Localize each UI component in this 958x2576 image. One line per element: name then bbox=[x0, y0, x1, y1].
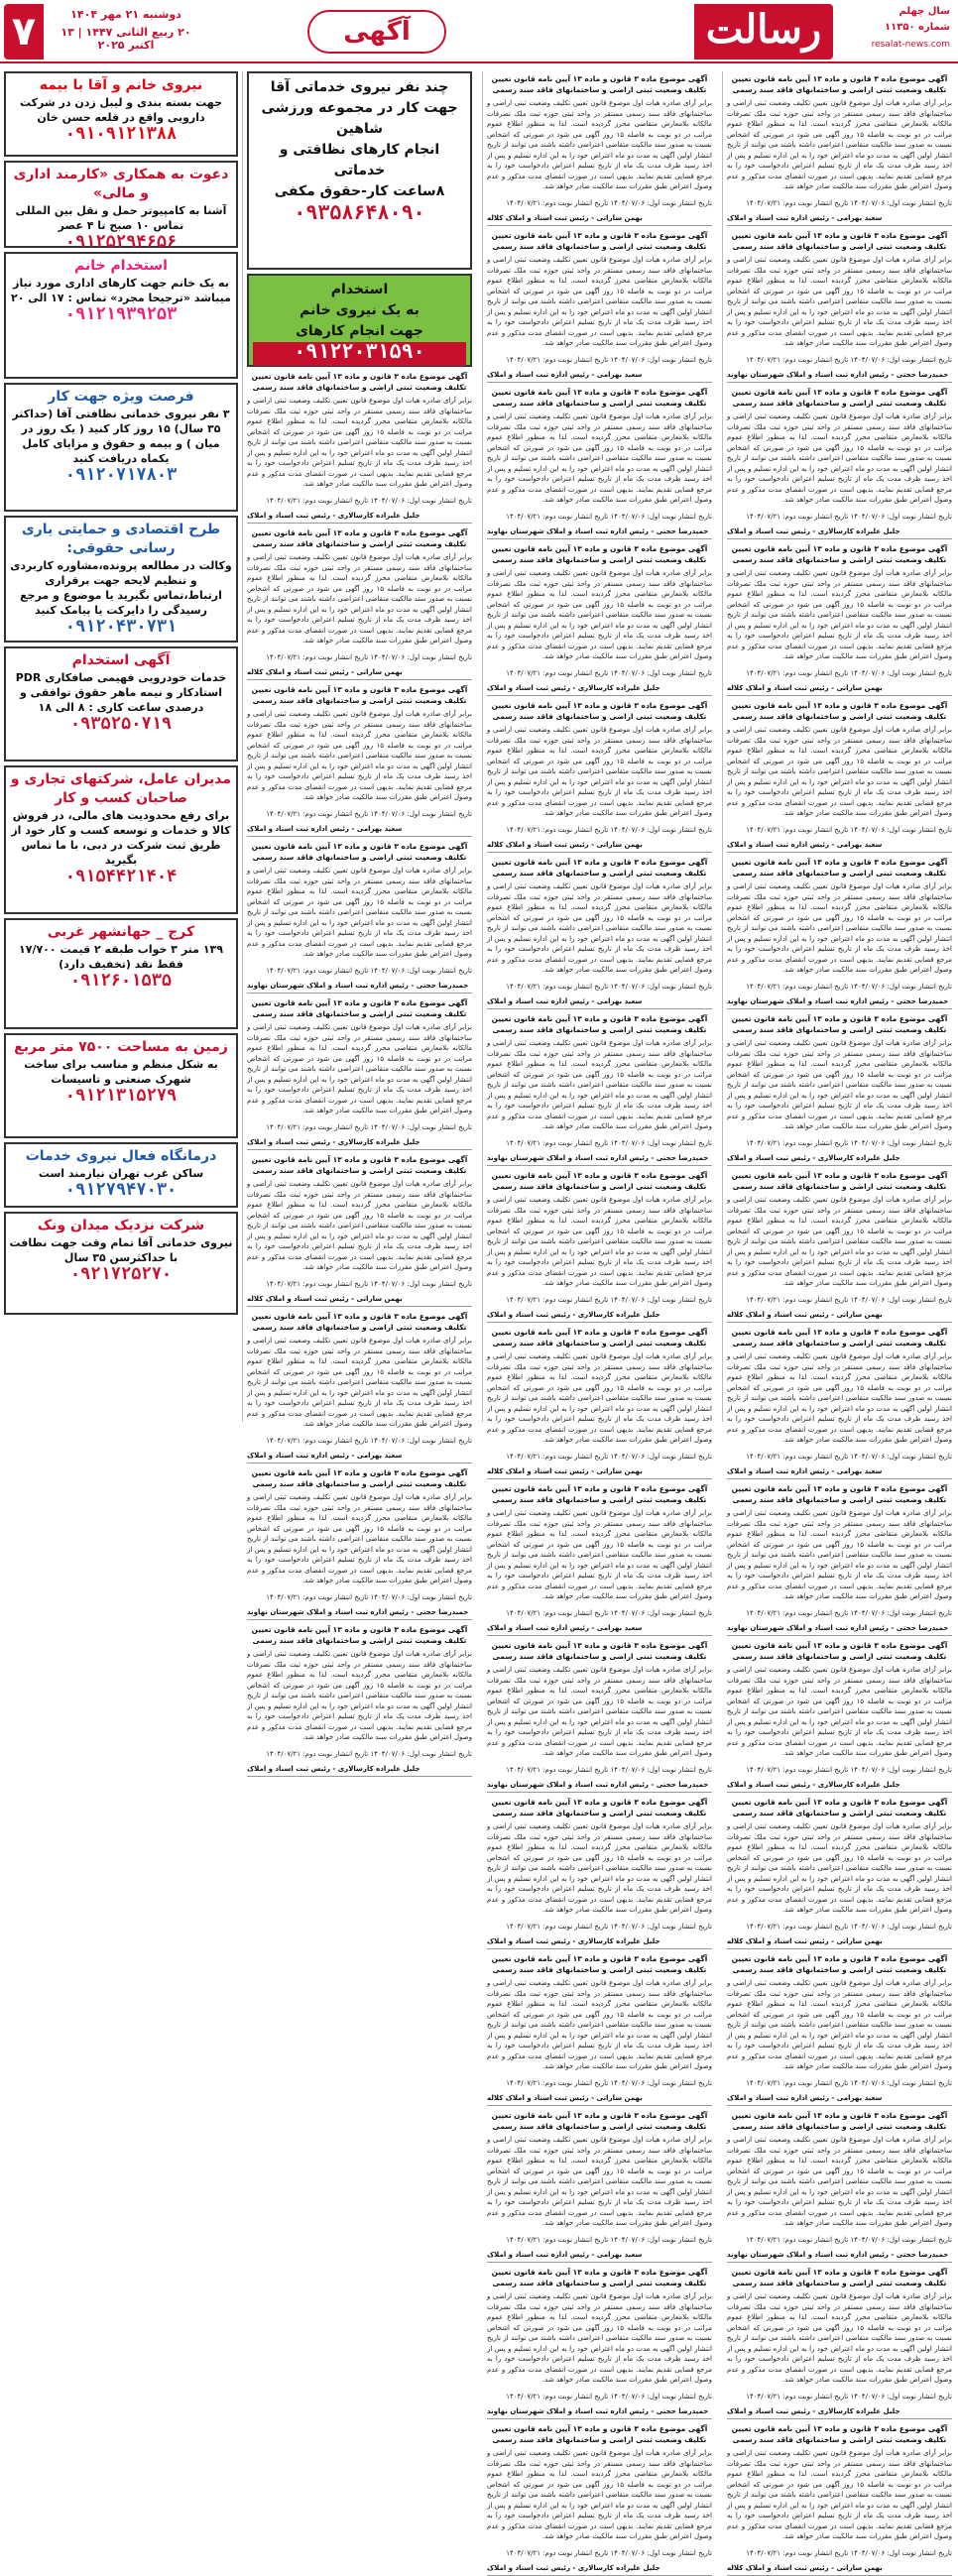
notice-title: آگهی موضوع ماده ۳ قانون و ماده ۱۳ آیین نامه قانون تعیین تکلیف وضعیت ثبتی اراضی و ساختمانهای فاقد سند رسمی bbox=[731, 2268, 948, 2287]
newspaper-logo: رسالت bbox=[694, 4, 833, 59]
notice-dates: تاریخ انتشار نوبت اول: ۱۴۰۴/۰۷/۰۶ تاریخ انتشار نوبت دوم: ۱۴۰۴/۰۷/۲۱ bbox=[506, 1608, 712, 1617]
ad-line: ۸ساعت کار-حقوق مکفی bbox=[274, 183, 445, 199]
date-other: ۲۰ ربیع الثانی ۱۴۴۷ | ۱۳ اکتبر ۲۰۲۵ bbox=[60, 26, 191, 52]
ad-text: ساکن غرب تهران نیازمند است bbox=[38, 1167, 204, 1180]
notice-title: آگهی موضوع ماده ۳ قانون و ماده ۱۳ آیین نامه قانون تعیین تکلیف وضعیت ثبتی اراضی و ساختمانهای فاقد سند رسمی bbox=[731, 701, 948, 721]
notice-body: برابر آرای صادره هیات اول موضوع قانون تعیین تکلیف وضعیت ثبتی اراضی و ساختمانهای فاقد سند رسمی مستقر در واحد ثبتی حوزه ثبت ملک تصرفات مالکانه بلامعارض متقاضی محرز گردیده است. لذا به منظور اطلاع عموم مراتب در دو نوبت به فاصله ۱۵ روز آگهی می شود در صورتی که اشخاص نسبت به صدور سند مالکیت متقاضی اعتراضی داشته باشند می توانند از تاریخ انتشار اولین آگهی به مدت دو ماه اعتراض خود را به این اداره تسلیم و پس از اخذ رسید ظرف مدت یک ماه از تاریخ تسلیم اعتراض دادخواست خود را به مرجع قضایی تقدیم نمایند. بدیهی است در صورت انقضای مدت مذکور و عدم وصول اعتراض طبق مقررات سند مالکیت صادر خواهد شد. bbox=[487, 1979, 712, 2070]
ad-phone: ۰۹۱۲۶۰۱۵۳۵ bbox=[69, 973, 173, 992]
notice-signature: جلیل علیزاده کارسالاری - رئیس ثبت اسناد و املاک bbox=[487, 1311, 712, 1323]
website: resalat-news.com bbox=[871, 40, 950, 50]
notice-title: آگهی موضوع ماده ۳ قانون و ماده ۱۳ آیین نامه قانون تعیین تکلیف وضعیت ثبتی اراضی و ساختمانهای فاقد سند رسمی bbox=[731, 231, 948, 251]
notice-signature: جلیل علیزاده کارسالاری - رئیس ثبت اسناد و املاک bbox=[487, 684, 712, 696]
notice-body: برابر آرای صادره هیات اول موضوع قانون تعیین تکلیف وضعیت ثبتی اراضی و ساختمانهای فاقد سند رسمی مستقر در واحد ثبتی حوزه ثبت ملک تصرفات مالکانه بلامعارض متقاضی محرز گردیده است. لذا به منظور اطلاع عموم مراتب در دو نوبت به فاصله ۱۵ روز آگهی می شود در صورتی که اشخاص نسبت به صدور سند مالکیت متقاضی اعتراضی داشته باشند می توانند از تاریخ انتشار اولین آگهی به مدت دو ماه اعتراض خود را به این اداره تسلیم و پس از اخذ رسید ظرف مدت یک ماه از تاریخ تسلیم اعتراض دادخواست خود را به مرجع قضایی تقدیم نمایند. بدیهی است در صورت انقضای مدت مذکور و عدم وصول اعتراض طبق مقررات سند مالکیت صادر خواهد شد. bbox=[727, 1979, 952, 2070]
classified-ads-column bbox=[4, 71, 238, 1422]
notice-body: برابر آرای صادره هیات اول موضوع قانون تعیین تکلیف وضعیت ثبتی اراضی و ساختمانهای فاقد سند رسمی مستقر در واحد ثبتی حوزه ثبت ملک تصرفات مالکانه بلامعارض متقاضی محرز گردیده است. لذا به منظور اطلاع عموم مراتب در دو نوبت به فاصله ۱۵ روز آگهی می شود در صورتی که اشخاص نسبت به صدور سند مالکیت متقاضی اعتراضی داشته باشند می توانند از تاریخ انتشار اولین آگهی به مدت دو ماه اعتراض خود را به این اداره تسلیم و پس از اخذ رسید ظرف مدت یک ماه از تاریخ تسلیم اعتراض دادخواست خود را به مرجع قضایی تقدیم نمایند. بدیهی است در صورت انقضای مدت مذکور و عدم وصول اعتراض طبق مقررات سند مالکیت صادر خواهد شد. bbox=[247, 1337, 472, 1428]
ad-title: آگهی استخدام bbox=[71, 652, 171, 668]
ad-phone: ۰۹۱۲۰۷۱۷۸۰۳ bbox=[64, 467, 178, 486]
notice-signature: سعید بهرامی - رئیس اداره ثبت اسناد و املاک bbox=[727, 1467, 952, 1479]
notice-title: آگهی موضوع ماده ۳ قانون و ماده ۱۳ آیین نامه قانون تعیین تکلیف وضعیت ثبتی اراضی و ساختمانهای فاقد سند رسمی bbox=[491, 701, 708, 721]
notice-title: آگهی موضوع ماده ۳ قانون و ماده ۱۳ آیین نامه قانون تعیین تکلیف وضعیت ثبتی اراضی و ساختمانهای فاقد سند رسمی bbox=[251, 372, 468, 392]
notice-body: برابر آرای صادره هیات اول موضوع قانون تعیین تکلیف وضعیت ثبتی اراضی و ساختمانهای فاقد سند رسمی مستقر در واحد ثبتی حوزه ثبت ملک تصرفات مالکانه بلامعارض متقاضی محرز گردیده است. لذا به منظور اطلاع عموم مراتب در دو نوبت به فاصله ۱۵ روز آگهی می شود در صورتی که اشخاص نسبت به صدور سند مالکیت متقاضی اعتراضی داشته باشند می توانند از تاریخ انتشار اولین آگهی به مدت دو ماه اعتراض خود را به این اداره تسلیم و پس از اخذ رسید ظرف مدت یک ماه از تاریخ تسلیم اعتراض دادخواست خود را به مرجع قضایی تقدیم نمایند. بدیهی است در صورت انقضای مدت مذکور و عدم وصول اعتراض طبق مقررات سند مالکیت صادر خواهد شد. bbox=[487, 726, 712, 817]
ad-line: استخدام bbox=[330, 282, 389, 297]
notice-body: برابر آرای صادره هیات اول موضوع قانون تعیین تکلیف وضعیت ثبتی اراضی و ساختمانهای فاقد سند رسمی مستقر در واحد ثبتی حوزه ثبت ملک تصرفات مالکانه بلامعارض متقاضی محرز گردیده است. لذا به منظور اطلاع عموم مراتب در دو نوبت به فاصله ۱۵ روز آگهی می شود در صورتی که اشخاص نسبت به صدور سند مالکیت متقاضی اعتراضی داشته باشند می توانند از تاریخ انتشار اولین آگهی به مدت دو ماه اعتراض خود را به این اداره تسلیم و پس از اخذ رسید ظرف مدت یک ماه از تاریخ تسلیم اعتراض دادخواست خود را به مرجع قضایی تقدیم نمایند. بدیهی است در صورت انقضای مدت مذکور و عدم وصول اعتراض طبق مقررات سند مالکیت صادر خواهد شد. bbox=[727, 1352, 952, 1444]
notice-dates: تاریخ انتشار نوبت اول: ۱۴۰۴/۰۷/۰۶ تاریخ انتشار نوبت دوم: ۱۴۰۴/۰۷/۲۱ bbox=[266, 966, 472, 975]
notice-title: آگهی موضوع ماده ۳ قانون و ماده ۱۳ آیین نامه قانون تعیین تکلیف وضعیت ثبتی اراضی و ساختمانهای فاقد سند رسمی bbox=[491, 231, 708, 251]
notice-dates: تاریخ انتشار نوبت اول: ۱۴۰۴/۰۷/۰۶ تاریخ انتشار نوبت دوم: ۱۴۰۴/۰۷/۲۱ bbox=[506, 825, 712, 834]
legal-column-2 bbox=[482, 71, 716, 2572]
notice-signature: جلیل علیزاده کارسالاری - رئیس ثبت اسناد و املاک bbox=[727, 2407, 952, 2419]
notice-dates: تاریخ انتشار نوبت اول: ۱۴۰۴/۰۷/۰۶ تاریخ انتشار نوبت دوم: ۱۴۰۴/۰۷/۲۱ bbox=[746, 1452, 952, 1461]
ad-title: کرج _ جهانشهر غربی bbox=[47, 924, 195, 940]
notice-body: برابر آرای صادره هیات اول موضوع قانون تعیین تکلیف وضعیت ثبتی اراضی و ساختمانهای فاقد سند رسمی مستقر در واحد ثبتی حوزه ثبت ملک تصرفات مالکانه بلامعارض متقاضی محرز گردیده است. لذا به منظور اطلاع عموم مراتب در دو نوبت به فاصله ۱۵ روز آگهی می شود در صورتی که اشخاص نسبت به صدور سند مالکیت متقاضی اعتراضی داشته باشند می توانند از تاریخ انتشار اولین آگهی به مدت دو ماه اعتراض خود را به این اداره تسلیم و پس از اخذ رسید ظرف مدت یک ماه از تاریخ تسلیم اعتراض دادخواست خود را به مرجع قضایی تقدیم نمایند. بدیهی است در صورت انقضای مدت مذکور و عدم وصول اعتراض طبق مقررات سند مالکیت صادر خواهد شد. bbox=[247, 710, 472, 801]
notice-dates: تاریخ انتشار نوبت اول: ۱۴۰۴/۰۷/۰۶ تاریخ انتشار نوبت دوم: ۱۴۰۴/۰۷/۲۱ bbox=[746, 2235, 952, 2244]
notice-signature: سعید بهرامی - رئیس اداره ثبت اسناد و املاک bbox=[247, 1452, 472, 1464]
notice-title: آگهی موضوع ماده ۳ قانون و ماده ۱۳ آیین نامه قانون تعیین تکلیف وضعیت ثبتی اراضی و ساختمانهای فاقد سند رسمی bbox=[731, 1171, 948, 1191]
ad-title: فرصت ویژه جهت کار bbox=[48, 389, 194, 405]
notice-signature: حمیدرضا حجتی - رئیس اداره ثبت اسناد و املاک شهرستان نهاوند bbox=[727, 1624, 952, 1636]
ad-text: برای رفع محدودیت های مالی، در فروش کالا و خدمات و توسعه کسب و کار خود از طریق ثبت شرکت در دبی، با ما تماس بگیرید bbox=[11, 809, 231, 867]
notice-signature: حمیدرضا حجتی - رئیس اداره ثبت اسناد و املاک شهرستان نهاوند bbox=[727, 2251, 952, 2263]
notice-signature: حمیدرضا حجتی - رئیس اداره ثبت اسناد و املاک شهرستان نهاوند bbox=[487, 527, 712, 539]
notice-signature: سعید بهرامی - رئیس اداره ثبت اسناد و املاک bbox=[487, 997, 712, 1009]
notice-dates: تاریخ انتشار نوبت اول: ۱۴۰۴/۰۷/۰۶ تاریخ انتشار نوبت دوم: ۱۴۰۴/۰۷/۲۱ bbox=[506, 982, 712, 991]
notice-body: برابر آرای صادره هیات اول موضوع قانون تعیین تکلیف وضعیت ثبتی اراضی و ساختمانهای فاقد سند رسمی مستقر در واحد ثبتی حوزه ثبت ملک تصرفات مالکانه بلامعارض متقاضی محرز گردیده است. لذا به منظور اطلاع عموم مراتب در دو نوبت به فاصله ۱۵ روز آگهی می شود در صورتی که اشخاص نسبت به صدور سند مالکیت متقاضی اعتراضی داشته باشند می توانند از تاریخ انتشار اولین آگهی به مدت دو ماه اعتراض خود را به این اداره تسلیم و پس از اخذ رسید ظرف مدت یک ماه از تاریخ تسلیم اعتراض دادخواست خود را به مرجع قضایی تقدیم نمایند. بدیهی است در صورت انقضای مدت مذکور و عدم وصول اعتراض طبق مقررات سند مالکیت صادر خواهد شد. bbox=[247, 1493, 472, 1584]
legal-notices bbox=[247, 371, 472, 1777]
date-persian: دوشنبه ۲۱ مهر ۱۴۰۴ bbox=[70, 8, 181, 21]
notice-body: برابر آرای صادره هیات اول موضوع قانون تعیین تکلیف وضعیت ثبتی اراضی و ساختمانهای فاقد سند رسمی مستقر در واحد ثبتی حوزه ثبت ملک تصرفات مالکانه بلامعارض متقاضی محرز گردیده است. لذا به منظور اطلاع عموم مراتب در دو نوبت به فاصله ۱۵ روز آگهی می شود در صورتی که اشخاص نسبت به صدور سند مالکیت متقاضی اعتراضی داشته باشند می توانند از تاریخ انتشار اولین آگهی به مدت دو ماه اعتراض خود را به این اداره تسلیم و پس از اخذ رسید ظرف مدت یک ماه از تاریخ تسلیم اعتراض دادخواست خود را به مرجع قضایی تقدیم نمایند. بدیهی است در صورت انقضای مدت مذکور و عدم وصول اعتراض طبق مقررات سند مالکیت صادر خواهد شد. bbox=[247, 1650, 472, 1741]
notice-dates: تاریخ انتشار نوبت اول: ۱۴۰۴/۰۷/۰۶ تاریخ انتشار نوبت دوم: ۱۴۰۴/۰۷/۲۱ bbox=[266, 1749, 472, 1758]
notice-title: آگهی موضوع ماده ۳ قانون و ماده ۱۳ آیین نامه قانون تعیین تکلیف وضعیت ثبتی اراضی و ساختمانهای فاقد سند رسمی bbox=[731, 1798, 948, 1817]
notice-signature: سعید بهرامی - رئیس اداره ثبت اسناد و املاک bbox=[487, 2251, 712, 2263]
ad-title: نیروی خانم و آقا با بیمه bbox=[39, 77, 203, 93]
notice-title: آگهی موضوع ماده ۳ قانون و ماده ۱۳ آیین نامه قانون تعیین تکلیف وضعیت ثبتی اراضی و ساختمانهای فاقد سند رسمی bbox=[491, 544, 708, 564]
notice-dates: تاریخ انتشار نوبت اول: ۱۴۰۴/۰۷/۰۶ تاریخ انتشار نوبت دوم: ۱۴۰۴/۰۷/۲۱ bbox=[266, 496, 472, 505]
notice-dates: تاریخ انتشار نوبت اول: ۱۴۰۴/۰۷/۰۶ تاریخ انتشار نوبت دوم: ۱۴۰۴/۰۷/۲۱ bbox=[506, 512, 712, 521]
notice-title: آگهی موضوع ماده ۳ قانون و ماده ۱۳ آیین نامه قانون تعیین تکلیف وضعیت ثبتی اراضی و ساختمانهای فاقد سند رسمی bbox=[491, 1171, 708, 1191]
notice-title: آگهی موضوع ماده ۳ قانون و ماده ۱۳ آیین نامه قانون تعیین تکلیف وضعیت ثبتی اراضی و ساختمانهای فاقد سند رسمی bbox=[251, 998, 468, 1018]
classified-ad bbox=[4, 646, 238, 761]
notice-dates: تاریخ انتشار نوبت اول: ۱۴۰۴/۰۷/۰۶ تاریخ انتشار نوبت دوم: ۱۴۰۴/۰۷/۲۱ bbox=[506, 1765, 712, 1774]
masthead bbox=[0, 0, 958, 63]
ad-line: چند نفر نیروی خدماتی آقا bbox=[270, 79, 449, 95]
classified-ad bbox=[4, 516, 238, 643]
classified-ad bbox=[4, 1212, 238, 1315]
notice-body: برابر آرای صادره هیات اول موضوع قانون تعیین تکلیف وضعیت ثبتی اراضی و ساختمانهای فاقد سند رسمی مستقر در واحد ثبتی حوزه ثبت ملک تصرفات مالکانه بلامعارض متقاضی محرز گردیده است. لذا به منظور اطلاع عموم مراتب در دو نوبت به فاصله ۱۵ روز آگهی می شود در صورتی که اشخاص نسبت به صدور سند مالکیت متقاضی اعتراضی داشته باشند می توانند از تاریخ انتشار اولین آگهی به مدت دو ماه اعتراض خود را به این اداره تسلیم و پس از اخذ رسید ظرف مدت یک ماه از تاریخ تسلیم اعتراض دادخواست خود را به مرجع قضایی تقدیم نمایند. بدیهی است در صورت انقضای مدت مذکور و عدم وصول اعتراض طبق مقررات سند مالکیت صادر خواهد شد. bbox=[727, 2136, 952, 2227]
notice-dates: تاریخ انتشار نوبت اول: ۱۴۰۴/۰۷/۰۶ تاریخ انتشار نوبت دوم: ۱۴۰۴/۰۷/۲۱ bbox=[506, 1138, 712, 1147]
notice-title: آگهی موضوع ماده ۳ قانون و ماده ۱۳ آیین نامه قانون تعیین تکلیف وضعیت ثبتی اراضی و ساختمانهای فاقد سند رسمی bbox=[731, 544, 948, 564]
notice-title: آگهی موضوع ماده ۳ قانون و ماده ۱۳ آیین نامه قانون تعیین تکلیف وضعیت ثبتی اراضی و ساختمانهای فاقد سند رسمی bbox=[251, 842, 468, 862]
ad-title: دعوت به همکاری «کارمند اداری و مالی» bbox=[13, 167, 229, 201]
notice-title: آگهی موضوع ماده ۳ قانون و ماده ۱۳ آیین نامه قانون تعیین تکلیف وضعیت ثبتی اراضی و ساختمانهای فاقد سند رسمی bbox=[251, 1155, 468, 1175]
notice-dates: تاریخ انتشار نوبت اول: ۱۴۰۴/۰۷/۰۶ تاریخ انتشار نوبت دوم: ۱۴۰۴/۰۷/۲۱ bbox=[746, 1922, 952, 1931]
ad-phone: ۰۹۳۵۲۵۰۷۱۹ bbox=[69, 716, 173, 735]
notice-dates: تاریخ انتشار نوبت اول: ۱۴۰۴/۰۷/۰۶ تاریخ انتشار نوبت دوم: ۱۴۰۴/۰۷/۲۱ bbox=[746, 2392, 952, 2400]
notice-dates: تاریخ انتشار نوبت اول: ۱۴۰۴/۰۷/۰۶ تاریخ انتشار نوبت دوم: ۱۴۰۴/۰۷/۲۱ bbox=[506, 2235, 712, 2244]
notice-title: آگهی موضوع ماده ۳ قانون و ماده ۱۳ آیین نامه قانون تعیین تکلیف وضعیت ثبتی اراضی و ساختمانهای فاقد سند رسمی bbox=[491, 1484, 708, 1504]
notice-signature: جلیل علیزاده کارسالاری - رئیس ثبت اسناد و املاک bbox=[727, 527, 952, 539]
ad-phone: ۰۹۱۲۵۲۹۴۶۵۶ bbox=[64, 234, 178, 253]
notice-dates: تاریخ انتشار نوبت اول: ۱۴۰۴/۰۷/۰۶ تاریخ انتشار نوبت دوم: ۱۴۰۴/۰۷/۲۱ bbox=[746, 1295, 952, 1304]
notice-body: برابر آرای صادره هیات اول موضوع قانون تعیین تکلیف وضعیت ثبتی اراضی و ساختمانهای فاقد سند رسمی مستقر در واحد ثبتی حوزه ثبت ملک تصرفات مالکانه بلامعارض متقاضی محرز گردیده است. لذا به منظور اطلاع عموم مراتب در دو نوبت به فاصله ۱۵ روز آگهی می شود در صورتی که اشخاص نسبت به صدور سند مالکیت متقاضی اعتراضی داشته باشند می توانند از تاریخ انتشار اولین آگهی به مدت دو ماه اعتراض خود را به این اداره تسلیم و پس از اخذ رسید ظرف مدت یک ماه از تاریخ تسلیم اعتراض دادخواست خود را به مرجع قضایی تقدیم نمایند. بدیهی است در صورت انقضای مدت مذکور و عدم وصول اعتراض طبق مقررات سند مالکیت صادر خواهد شد. bbox=[727, 412, 952, 504]
notice-title: آگهی موضوع ماده ۳ قانون و ماده ۱۳ آیین نامه قانون تعیین تکلیف وضعیت ثبتی اراضی و ساختمانهای فاقد سند رسمی bbox=[491, 1641, 708, 1661]
notice-body: برابر آرای صادره هیات اول موضوع قانون تعیین تکلیف وضعیت ثبتی اراضی و ساختمانهای فاقد سند رسمی مستقر در واحد ثبتی حوزه ثبت ملک تصرفات مالکانه بلامعارض متقاضی محرز گردیده است. لذا به منظور اطلاع عموم مراتب در دو نوبت به فاصله ۱۵ روز آگهی می شود در صورتی که اشخاص نسبت به صدور سند مالکیت متقاضی اعتراضی داشته باشند می توانند از تاریخ انتشار اولین آگهی به مدت دو ماه اعتراض خود را به این اداره تسلیم و پس از اخذ رسید ظرف مدت یک ماه از تاریخ تسلیم اعتراض دادخواست خود را به مرجع قضایی تقدیم نمایند. بدیهی است در صورت انقضای مدت مذکور و عدم وصول اعتراض طبق مقررات سند مالکیت صادر خواهد شد. bbox=[487, 1666, 712, 1757]
notice-signature: سعید بهرامی - رئیس اداره ثبت اسناد و املاک bbox=[247, 825, 472, 837]
ad-phone: ۰۹۳۵۸۶۴۸۰۹۰ bbox=[294, 203, 425, 226]
notice-body: برابر آرای صادره هیات اول موضوع قانون تعیین تکلیف وضعیت ثبتی اراضی و ساختمانهای فاقد سند رسمی مستقر در واحد ثبتی حوزه ثبت ملک تصرفات مالکانه بلامعارض متقاضی محرز گردیده است. لذا به منظور اطلاع عموم مراتب در دو نوبت به فاصله ۱۵ روز آگهی می شود در صورتی که اشخاص نسبت به صدور سند مالکیت متقاضی اعتراضی داشته باشند می توانند از تاریخ انتشار اولین آگهی به مدت دو ماه اعتراض خود را به این اداره تسلیم و پس از اخذ رسید ظرف مدت یک ماه از تاریخ تسلیم اعتراض دادخواست خود را به مرجع قضایی تقدیم نمایند. بدیهی است در صورت انقضای مدت مذکور و عدم وصول اعتراض طبق مقررات سند مالکیت صادر خواهد شد. bbox=[727, 2292, 952, 2384]
notice-body: برابر آرای صادره هیات اول موضوع قانون تعیین تکلیف وضعیت ثبتی اراضی و ساختمانهای فاقد سند رسمی مستقر در واحد ثبتی حوزه ثبت ملک تصرفات مالکانه بلامعارض متقاضی محرز گردیده است. لذا به منظور اطلاع عموم مراتب در دو نوبت به فاصله ۱۵ روز آگهی می شود در صورتی که اشخاص نسبت به صدور سند مالکیت متقاضی اعتراضی داشته باشند می توانند از تاریخ انتشار اولین آگهی به مدت دو ماه اعتراض خود را به این اداره تسلیم و پس از اخذ رسید ظرف مدت یک ماه از تاریخ تسلیم اعتراض دادخواست خود را به مرجع قضایی تقدیم نمایند. بدیهی است در صورت انقضای مدت مذکور و عدم وصول اعتراض طبق مقررات سند مالکیت صادر خواهد شد. bbox=[487, 1822, 712, 1914]
classified-ad bbox=[4, 252, 238, 379]
notice-title: آگهی موضوع ماده ۳ قانون و ماده ۱۳ آیین نامه قانون تعیین تکلیف وضعیت ثبتی اراضی و ساختمانهای فاقد سند رسمی bbox=[491, 2268, 708, 2287]
notice-title: آگهی موضوع ماده ۳ قانون و ماده ۱۳ آیین نامه قانون تعیین تکلیف وضعیت ثبتی اراضی و ساختمانهای فاقد سند رسمی bbox=[731, 1014, 948, 1034]
notice-title: آگهی موضوع ماده ۳ قانون و ماده ۱۳ آیین نامه قانون تعیین تکلیف وضعیت ثبتی اراضی و ساختمانهای فاقد سند رسمی bbox=[731, 1328, 948, 1347]
notice-title: آگهی موضوع ماده ۳ قانون و ماده ۱۳ آیین نامه قانون تعیین تکلیف وضعیت ثبتی اراضی و ساختمانهای فاقد سند رسمی bbox=[251, 1312, 468, 1332]
notice-body: برابر آرای صادره هیات اول موضوع قانون تعیین تکلیف وضعیت ثبتی اراضی و ساختمانهای فاقد سند رسمی مستقر در واحد ثبتی حوزه ثبت ملک تصرفات مالکانه بلامعارض متقاضی محرز گردیده است. لذا به منظور اطلاع عموم مراتب در دو نوبت به فاصله ۱۵ روز آگهی می شود در صورتی که اشخاص نسبت به صدور سند مالکیت متقاضی اعتراضی داشته باشند می توانند از تاریخ انتشار اولین آگهی به مدت دو ماه اعتراض خود را به این اداره تسلیم و پس از اخذ رسید ظرف مدت یک ماه از تاریخ تسلیم اعتراض دادخواست خود را به مرجع قضایی تقدیم نمایند. بدیهی است در صورت انقضای مدت مذکور و عدم وصول اعتراض طبق مقررات سند مالکیت صادر خواهد شد. bbox=[727, 1666, 952, 1757]
notice-title: آگهی موضوع ماده ۳ قانون و ماده ۱۳ آیین نامه قانون تعیین تکلیف وضعیت ثبتی اراضی و ساختمانهای فاقد سند رسمی bbox=[731, 1484, 948, 1504]
notice-body: برابر آرای صادره هیات اول موضوع قانون تعیین تکلیف وضعیت ثبتی اراضی و ساختمانهای فاقد سند رسمی مستقر در واحد ثبتی حوزه ثبت ملک تصرفات مالکانه بلامعارض متقاضی محرز گردیده است. لذا به منظور اطلاع عموم مراتب در دو نوبت به فاصله ۱۵ روز آگهی می شود در صورتی که اشخاص نسبت به صدور سند مالکیت متقاضی اعتراضی داشته باشند می توانند از تاریخ انتشار اولین آگهی به مدت دو ماه اعتراض خود را به این اداره تسلیم و پس از اخذ رسید ظرف مدت یک ماه از تاریخ تسلیم اعتراض دادخواست خود را به مرجع قضایی تقدیم نمایند. بدیهی است در صورت انقضای مدت مذکور و عدم وصول اعتراض طبق مقررات سند مالکیت صادر خواهد شد. bbox=[487, 1039, 712, 1130]
notice-title: آگهی موضوع ماده ۳ قانون و ماده ۱۳ آیین نامه قانون تعیین تکلیف وضعیت ثبتی اراضی و ساختمانهای فاقد سند رسمی bbox=[731, 1641, 948, 1661]
legal-notices bbox=[727, 73, 952, 2576]
notice-body: برابر آرای صادره هیات اول موضوع قانون تعیین تکلیف وضعیت ثبتی اراضی و ساختمانهای فاقد سند رسمی مستقر در واحد ثبتی حوزه ثبت ملک تصرفات مالکانه بلامعارض متقاضی محرز گردیده است. لذا به منظور اطلاع عموم مراتب در دو نوبت به فاصله ۱۵ روز آگهی می شود در صورتی که اشخاص نسبت به صدور سند مالکیت متقاضی اعتراضی داشته باشند می توانند از تاریخ انتشار اولین آگهی به مدت دو ماه اعتراض خود را به این اداره تسلیم و پس از اخذ رسید ظرف مدت یک ماه از تاریخ تسلیم اعتراض دادخواست خود را به مرجع قضایی تقدیم نمایند. بدیهی است در صورت انقضای مدت مذکور و عدم وصول اعتراض طبق مقررات سند مالکیت صادر خواهد شد. bbox=[487, 569, 712, 660]
notice-dates: تاریخ انتشار نوبت اول: ۱۴۰۴/۰۷/۰۶ تاریخ انتشار نوبت دوم: ۱۴۰۴/۰۷/۲۱ bbox=[746, 2078, 952, 2087]
notice-signature: بهمن ساراتی - رئیس ثبت اسناد و املاک کلاله bbox=[727, 1937, 952, 1949]
notice-title: آگهی موضوع ماده ۳ قانون و ماده ۱۳ آیین نامه قانون تعیین تکلیف وضعیت ثبتی اراضی و ساختمانهای فاقد سند رسمی bbox=[251, 1625, 468, 1645]
notice-signature: سعید بهرامی - رئیس اداره ثبت اسناد و املاک bbox=[727, 214, 952, 226]
ad-text: نیروی خدماتی آقا تمام وقت جهت نظافت با حداکثرسن ۳۵ سال bbox=[9, 1236, 233, 1264]
ad-service-staff bbox=[247, 71, 472, 270]
ad-text: ۱۳۹ متر ۳ خواب طبقه ۲ قیمت ۱۷/۷۰۰ فقط نقد (تخفیف دارد) bbox=[19, 943, 223, 971]
notice-dates: تاریخ انتشار نوبت اول: ۱۴۰۴/۰۷/۰۶ تاریخ انتشار نوبت دوم: ۱۴۰۴/۰۷/۲۱ bbox=[266, 1436, 472, 1445]
notice-title: آگهی موضوع ماده ۳ قانون و ماده ۱۳ آیین نامه قانون تعیین تکلیف وضعیت ثبتی اراضی و ساختمانهای فاقد سند رسمی bbox=[731, 858, 948, 878]
notice-dates: تاریخ انتشار نوبت اول: ۱۴۰۴/۰۷/۰۶ تاریخ انتشار نوبت دوم: ۱۴۰۴/۰۷/۲۱ bbox=[746, 668, 952, 677]
ad-elderly-care bbox=[247, 274, 472, 367]
ad-phone: ۰۹۱۲۰۴۳۰۷۳۱ bbox=[64, 619, 178, 638]
notice-signature: حمیدرضا حجتی - رئیس اداره ثبت اسناد و املاک شهرستان نهاوند bbox=[727, 371, 952, 383]
notice-body: برابر آرای صادره هیات اول موضوع قانون تعیین تکلیف وضعیت ثبتی اراضی و ساختمانهای فاقد سند رسمی مستقر در واحد ثبتی حوزه ثبت ملک تصرفات مالکانه بلامعارض متقاضی محرز گردیده است. لذا به منظور اطلاع عموم مراتب در دو نوبت به فاصله ۱۵ روز آگهی می شود در صورتی که اشخاص نسبت به صدور سند مالکیت متقاضی اعتراضی داشته باشند می توانند از تاریخ انتشار اولین آگهی به مدت دو ماه اعتراض خود را به این اداره تسلیم و پس از اخذ رسید ظرف مدت یک ماه از تاریخ تسلیم اعتراض دادخواست خود را به مرجع قضایی تقدیم نمایند. بدیهی است در صورت انقضای مدت مذکور و عدم وصول اعتراض طبق مقررات سند مالکیت صادر خواهد شد. bbox=[727, 2449, 952, 2540]
notice-signature: حمیدرضا حجتی - رئیس اداره ثبت اسناد و املاک شهرستان نهاوند bbox=[487, 1781, 712, 1793]
notice-dates: تاریخ انتشار نوبت اول: ۱۴۰۴/۰۷/۰۶ تاریخ انتشار نوبت دوم: ۱۴۰۴/۰۷/۲۱ bbox=[746, 1138, 952, 1147]
issue-number: شماره ۱۱۳۵۰ bbox=[885, 22, 950, 33]
ad-text: آشنا به کامپیوتر حمل و نقل بین المللی تماس ۱۰ صبح تا ۴ عصر bbox=[15, 204, 227, 232]
notice-body: برابر آرای صادره هیات اول موضوع قانون تعیین تکلیف وضعیت ثبتی اراضی و ساختمانهای فاقد سند رسمی مستقر در واحد ثبتی حوزه ثبت ملک تصرفات مالکانه بلامعارض متقاضی محرز گردیده است. لذا به منظور اطلاع عموم مراتب در دو نوبت به فاصله ۱۵ روز آگهی می شود در صورتی که اشخاص نسبت به صدور سند مالکیت متقاضی اعتراضی داشته باشند می توانند از تاریخ انتشار اولین آگهی به مدت دو ماه اعتراض خود را به این اداره تسلیم و پس از اخذ رسید ظرف مدت یک ماه از تاریخ تسلیم اعتراض دادخواست خود را به مرجع قضایی تقدیم نمایند. بدیهی است در صورت انقضای مدت مذکور و عدم وصول اعتراض طبق مقررات سند مالکیت صادر خواهد شد. bbox=[247, 1023, 472, 1114]
notice-signature: حمیدرضا حجتی - رئیس اداره ثبت اسناد و املاک شهرستان نهاوند bbox=[487, 2407, 712, 2419]
notice-signature: جلیل علیزاده کارسالاری - رئیس ثبت اسناد و املاک bbox=[247, 1765, 472, 1777]
notice-signature: حمیدرضا حجتی - رئیس اداره ثبت اسناد و املاک شهرستان نهاوند bbox=[247, 1608, 472, 1620]
ad-title: زمین به مساحت ۷۵۰۰ متر مربع bbox=[14, 1039, 228, 1055]
classified-ad bbox=[4, 71, 238, 157]
notice-dates: تاریخ انتشار نوبت اول: ۱۴۰۴/۰۷/۰۶ تاریخ انتشار نوبت دوم: ۱۴۰۴/۰۷/۲۱ bbox=[746, 355, 952, 364]
ad-title: استخدام خانم bbox=[74, 258, 168, 274]
ad-phone: ۰۹۱۲۱۹۳۹۲۵۳ bbox=[64, 306, 178, 325]
notice-body: برابر آرای صادره هیات اول موضوع قانون تعیین تکلیف وضعیت ثبتی اراضی و ساختمانهای فاقد سند رسمی مستقر در واحد ثبتی حوزه ثبت ملک تصرفات مالکانه بلامعارض متقاضی محرز گردیده است. لذا به منظور اطلاع عموم مراتب در دو نوبت به فاصله ۱۵ روز آگهی می شود در صورتی که اشخاص نسبت به صدور سند مالکیت متقاضی اعتراضی داشته باشند می توانند از تاریخ انتشار اولین آگهی به مدت دو ماه اعتراض خود را به این اداره تسلیم و پس از اخذ رسید ظرف مدت یک ماه از تاریخ تسلیم اعتراض دادخواست خود را به مرجع قضایی تقدیم نمایند. بدیهی است در صورت انقضای مدت مذکور و عدم وصول اعتراض طبق مقررات سند مالکیت صادر خواهد شد. bbox=[727, 726, 952, 817]
ad-phone: ۰۹۱۲۱۳۱۵۲۷۹ bbox=[64, 1088, 178, 1107]
notice-dates: تاریخ انتشار نوبت اول: ۱۴۰۴/۰۷/۰۶ تاریخ انتشار نوبت دوم: ۱۴۰۴/۰۷/۲۱ bbox=[746, 825, 952, 834]
notice-body: برابر آرای صادره هیات اول موضوع قانون تعیین تکلیف وضعیت ثبتی اراضی و ساختمانهای فاقد سند رسمی مستقر در واحد ثبتی حوزه ثبت ملک تصرفات مالکانه بلامعارض متقاضی محرز گردیده است. لذا به منظور اطلاع عموم مراتب در دو نوبت به فاصله ۱۵ روز آگهی می شود در صورتی که اشخاص نسبت به صدور سند مالکیت متقاضی اعتراضی داشته باشند می توانند از تاریخ انتشار اولین آگهی به مدت دو ماه اعتراض خود را به این اداره تسلیم و پس از اخذ رسید ظرف مدت یک ماه از تاریخ تسلیم اعتراض دادخواست خود را به مرجع قضایی تقدیم نمایند. بدیهی است در صورت انقضای مدت مذکور و عدم وصول اعتراض طبق مقررات سند مالکیت صادر خواهد شد. bbox=[727, 1196, 952, 1287]
notice-signature: جلیل علیزاده کارسالاری - رئیس ثبت اسناد و املاک bbox=[727, 1154, 952, 1166]
notice-dates: تاریخ انتشار نوبت اول: ۱۴۰۴/۰۷/۰۶ تاریخ انتشار نوبت دوم: ۱۴۰۴/۰۷/۲۱ bbox=[506, 2078, 712, 2087]
classified-ad bbox=[4, 1033, 238, 1138]
notice-body: برابر آرای صادره هیات اول موضوع قانون تعیین تکلیف وضعیت ثبتی اراضی و ساختمانهای فاقد سند رسمی مستقر در واحد ثبتی حوزه ثبت ملک تصرفات مالکانه بلامعارض متقاضی محرز گردیده است. لذا به منظور اطلاع عموم مراتب در دو نوبت به فاصله ۱۵ روز آگهی می شود در صورتی که اشخاص نسبت به صدور سند مالکیت متقاضی اعتراضی داشته باشند می توانند از تاریخ انتشار اولین آگهی به مدت دو ماه اعتراض خود را به این اداره تسلیم و پس از اخذ رسید ظرف مدت یک ماه از تاریخ تسلیم اعتراض دادخواست خود را به مرجع قضایی تقدیم نمایند. بدیهی است در صورت انقضای مدت مذکور و عدم وصول اعتراض طبق مقررات سند مالکیت صادر خواهد شد. bbox=[727, 1509, 952, 1600]
notice-title: آگهی موضوع ماده ۳ قانون و ماده ۱۳ آیین نامه قانون تعیین تکلیف وضعیت ثبتی اراضی و ساختمانهای فاقد سند رسمی bbox=[251, 528, 468, 548]
notice-title: آگهی موضوع ماده ۳ قانون و ماده ۱۳ آیین نامه قانون تعیین تکلیف وضعیت ثبتی اراضی و ساختمانهای فاقد سند رسمی bbox=[251, 1468, 468, 1488]
notice-dates: تاریخ انتشار نوبت اول: ۱۴۰۴/۰۷/۰۶ تاریخ انتشار نوبت دوم: ۱۴۰۴/۰۷/۲۱ bbox=[746, 198, 952, 207]
ad-text: وکالت در مطالعه پرونده،مشاوره کاربردی و تنظیم لایحه جهت برقراری ارتباط،تماس بگیرید یا موضوع و مرجع رسیدگی را دایرکت یا پیامک کنید bbox=[10, 559, 232, 617]
notice-signature: جلیل علیزاده کارسالاری - رئیس ثبت اسناد و املاک bbox=[247, 512, 472, 524]
notice-dates: تاریخ انتشار نوبت اول: ۱۴۰۴/۰۷/۰۶ تاریخ انتشار نوبت دوم: ۱۴۰۴/۰۷/۲۱ bbox=[266, 809, 472, 818]
notice-dates: تاریخ انتشار نوبت اول: ۱۴۰۴/۰۷/۰۶ تاریخ انتشار نوبت دوم: ۱۴۰۴/۰۷/۲۱ bbox=[506, 668, 712, 677]
notice-dates: تاریخ انتشار نوبت اول: ۱۴۰۴/۰۷/۰۶ تاریخ انتشار نوبت دوم: ۱۴۰۴/۰۷/۲۱ bbox=[746, 512, 952, 521]
ad-line: جهت کار در مجموعه ورزشی شاهین bbox=[261, 100, 458, 137]
notice-signature: سعید بهرامی - رئیس اداره ثبت اسناد و املاک bbox=[487, 371, 712, 383]
notice-signature: بهمن ساراتی - رئیس ثبت اسناد و املاک کلاله bbox=[247, 668, 472, 680]
notice-body: برابر آرای صادره هیات اول موضوع قانون تعیین تکلیف وضعیت ثبتی اراضی و ساختمانهای فاقد سند رسمی مستقر در واحد ثبتی حوزه ثبت ملک تصرفات مالکانه بلامعارض متقاضی محرز گردیده است. لذا به منظور اطلاع عموم مراتب در دو نوبت به فاصله ۱۵ روز آگهی می شود در صورتی که اشخاص نسبت به صدور سند مالکیت متقاضی اعتراضی داشته باشند می توانند از تاریخ انتشار اولین آگهی به مدت دو ماه اعتراض خود را به این اداره تسلیم و پس از اخذ رسید ظرف مدت یک ماه از تاریخ تسلیم اعتراض دادخواست خود را به مرجع قضایی تقدیم نمایند. بدیهی است در صورت انقضای مدت مذکور و عدم وصول اعتراض طبق مقررات سند مالکیت صادر خواهد شد. bbox=[727, 569, 952, 660]
notice-dates: تاریخ انتشار نوبت اول: ۱۴۰۴/۰۷/۰۶ تاریخ انتشار نوبت دوم: ۱۴۰۴/۰۷/۲۱ bbox=[746, 1765, 952, 1774]
notice-signature: بهمن ساراتی - رئیس ثبت اسناد و املاک کلاله bbox=[487, 1467, 712, 1479]
legal-column-1 bbox=[722, 71, 956, 2572]
notice-dates: تاریخ انتشار نوبت اول: ۱۴۰۴/۰۷/۰۶ تاریخ انتشار نوبت دوم: ۱۴۰۴/۰۷/۲۱ bbox=[506, 2548, 712, 2557]
notice-title: آگهی موضوع ماده ۳ قانون و ماده ۱۳ آیین نامه قانون تعیین تکلیف وضعیت ثبتی اراضی و ساختمانهای فاقد سند رسمی bbox=[491, 858, 708, 878]
notice-signature: حمیدرضا حجتی - رئیس اداره ثبت اسناد و املاک شهرستان نهاوند bbox=[727, 997, 952, 1009]
ad-line: انجام کارهای نظافتی و خدماتی bbox=[279, 142, 440, 178]
notice-body: برابر آرای صادره هیات اول موضوع قانون تعیین تکلیف وضعیت ثبتی اراضی و ساختمانهای فاقد سند رسمی مستقر در واحد ثبتی حوزه ثبت ملک تصرفات مالکانه بلامعارض متقاضی محرز گردیده است. لذا به منظور اطلاع عموم مراتب در دو نوبت به فاصله ۱۵ روز آگهی می شود در صورتی که اشخاص نسبت به صدور سند مالکیت متقاضی اعتراضی داشته باشند می توانند از تاریخ انتشار اولین آگهی به مدت دو ماه اعتراض خود را به این اداره تسلیم و پس از اخذ رسید ظرف مدت یک ماه از تاریخ تسلیم اعتراض دادخواست خود را به مرجع قضایی تقدیم نمایند. بدیهی است در صورت انقضای مدت مذکور و عدم وصول اعتراض طبق مقررات سند مالکیت صادر خواهد شد. bbox=[727, 1039, 952, 1130]
notice-dates: تاریخ انتشار نوبت اول: ۱۴۰۴/۰۷/۰۶ تاریخ انتشار نوبت دوم: ۱۴۰۴/۰۷/۲۱ bbox=[506, 198, 712, 207]
legal-notices bbox=[487, 73, 712, 2576]
ad-line: به یک نیروی خانم bbox=[299, 302, 419, 318]
notice-dates: تاریخ انتشار نوبت اول: ۱۴۰۴/۰۷/۰۶ تاریخ انتشار نوبت دوم: ۱۴۰۴/۰۷/۲۱ bbox=[506, 2392, 712, 2400]
ad-title: مدیران عامل، شرکتهای تجاری و صاحبان کسب و کار bbox=[10, 771, 232, 806]
notice-signature: بهمن ساراتی - رئیس ثبت اسناد و املاک کلاله bbox=[727, 1311, 952, 1323]
notice-signature: جلیل علیزاده کارسالاری - رئیس ثبت اسناد و املاک bbox=[247, 1138, 472, 1150]
notice-title: آگهی موضوع ماده ۳ قانون و ماده ۱۳ آیین نامه قانون تعیین تکلیف وضعیت ثبتی اراضی و ساختمانهای فاقد سند رسمی bbox=[731, 2424, 948, 2444]
ad-title: درمانگاه فعال نیروی خدمات bbox=[25, 1148, 217, 1164]
notice-signature: بهمن ساراتی - رئیس ثبت اسناد و املاک کلاله bbox=[247, 1295, 472, 1307]
notice-title: آگهی موضوع ماده ۳ قانون و ماده ۱۳ آیین نامه قانون تعیین تکلیف وضعیت ثبتی اراضی و ساختمانهای فاقد سند رسمی bbox=[731, 74, 948, 94]
year-label: سال چهلم bbox=[898, 6, 950, 17]
notice-dates: تاریخ انتشار نوبت اول: ۱۴۰۴/۰۷/۰۶ تاریخ انتشار نوبت دوم: ۱۴۰۴/۰۷/۲۱ bbox=[506, 1452, 712, 1461]
notice-title: آگهی موضوع ماده ۳ قانون و ماده ۱۳ آیین نامه قانون تعیین تکلیف وضعیت ثبتی اراضی و ساختمانهای فاقد سند رسمی bbox=[491, 1954, 708, 1974]
notice-signature: جلیل علیزاده کارسالاری - رئیس ثبت اسناد و املاک bbox=[487, 2564, 712, 2576]
ad-phone: ۰۹۱۲۷۹۴۷۰۳۰ bbox=[64, 1182, 178, 1201]
notice-body: برابر آرای صادره هیات اول موضوع قانون تعیین تکلیف وضعیت ثبتی اراضی و ساختمانهای فاقد سند رسمی مستقر در واحد ثبتی حوزه ثبت ملک تصرفات مالکانه بلامعارض متقاضی محرز گردیده است. لذا به منظور اطلاع عموم مراتب در دو نوبت به فاصله ۱۵ روز آگهی می شود در صورتی که اشخاص نسبت به صدور سند مالکیت متقاضی اعتراضی داشته باشند می توانند از تاریخ انتشار اولین آگهی به مدت دو ماه اعتراض خود را به این اداره تسلیم و پس از اخذ رسید ظرف مدت یک ماه از تاریخ تسلیم اعتراض دادخواست خود را به مرجع قضایی تقدیم نمایند. بدیهی است در صورت انقضای مدت مذکور و عدم وصول اعتراض طبق مقررات سند مالکیت صادر خواهد شد. bbox=[247, 1180, 472, 1271]
ad-phone: ۰۹۲۱۷۲۵۲۷۰ bbox=[69, 1266, 173, 1285]
ad-phone: ۰۹۱۰۹۱۲۱۳۸۸ bbox=[64, 126, 178, 145]
notice-body: برابر آرای صادره هیات اول موضوع قانون تعیین تکلیف وضعیت ثبتی اراضی و ساختمانهای فاقد سند رسمی مستقر در واحد ثبتی حوزه ثبت ملک تصرفات مالکانه بلامعارض متقاضی محرز گردیده است. لذا به منظور اطلاع عموم مراتب در دو نوبت به فاصله ۱۵ روز آگهی می شود در صورتی که اشخاص نسبت به صدور سند مالکیت متقاضی اعتراضی داشته باشند می توانند از تاریخ انتشار اولین آگهی به مدت دو ماه اعتراض خود را به این اداره تسلیم و پس از اخذ رسید ظرف مدت یک ماه از تاریخ تسلیم اعتراض دادخواست خود را به مرجع قضایی تقدیم نمایند. بدیهی است در صورت انقضای مدت مذکور و عدم وصول اعتراض طبق مقررات سند مالکیت صادر خواهد شد. bbox=[487, 2292, 712, 2384]
notice-dates: تاریخ انتشار نوبت اول: ۱۴۰۴/۰۷/۰۶ تاریخ انتشار نوبت دوم: ۱۴۰۴/۰۷/۲۱ bbox=[746, 1608, 952, 1617]
ad-text: به یک خانم جهت کارهای اداری مورد نیاز میباشد «ترجیحا مجرد» تماس : ۱۷ الی ۲۰ bbox=[11, 277, 231, 304]
notice-title: آگهی موضوع ماده ۳ قانون و ماده ۱۳ آیین نامه قانون تعیین تکلیف وضعیت ثبتی اراضی و ساختمانهای فاقد سند رسمی bbox=[491, 1014, 708, 1034]
notice-dates: تاریخ انتشار نوبت اول: ۱۴۰۴/۰۷/۰۶ تاریخ انتشار نوبت دوم: ۱۴۰۴/۰۷/۲۱ bbox=[266, 652, 472, 661]
classified-ad bbox=[4, 765, 238, 914]
ad-text: خدمات خودرویی فهیمی صافکاری PDR استادکار و نیمه ماهر حقوق توافقی و درصدی ساعت کاری : ۸ الی ۱۸ bbox=[15, 671, 227, 714]
notice-body: برابر آرای صادره هیات اول موضوع قانون تعیین تکلیف وضعیت ثبتی اراضی و ساختمانهای فاقد سند رسمی مستقر در واحد ثبتی حوزه ثبت ملک تصرفات مالکانه بلامعارض متقاضی محرز گردیده است. لذا به منظور اطلاع عموم مراتب در دو نوبت به فاصله ۱۵ روز آگهی می شود در صورتی که اشخاص نسبت به صدور سند مالکیت متقاضی اعتراضی داشته باشند می توانند از تاریخ انتشار اولین آگهی به مدت دو ماه اعتراض خود را به این اداره تسلیم و پس از اخذ رسید ظرف مدت یک ماه از تاریخ تسلیم اعتراض دادخواست خود را به مرجع قضایی تقدیم نمایند. بدیهی است در صورت انقضای مدت مذکور و عدم وصول اعتراض طبق مقررات سند مالکیت صادر خواهد شد. bbox=[487, 882, 712, 974]
notice-dates: تاریخ انتشار نوبت اول: ۱۴۰۴/۰۷/۰۶ تاریخ انتشار نوبت دوم: ۱۴۰۴/۰۷/۲۱ bbox=[266, 1122, 472, 1131]
notice-signature: حمیدرضا حجتی - رئیس اداره ثبت اسناد و املاک شهرستان نهاوند bbox=[487, 1154, 712, 1166]
notice-body: برابر آرای صادره هیات اول موضوع قانون تعیین تکلیف وضعیت ثبتی اراضی و ساختمانهای فاقد سند رسمی مستقر در واحد ثبتی حوزه ثبت ملک تصرفات مالکانه بلامعارض متقاضی محرز گردیده است. لذا به منظور اطلاع عموم مراتب در دو نوبت به فاصله ۱۵ روز آگهی می شود در صورتی که اشخاص نسبت به صدور سند مالکیت متقاضی اعتراضی داشته باشند می توانند از تاریخ انتشار اولین آگهی به مدت دو ماه اعتراض خود را به این اداره تسلیم و پس از اخذ رسید ظرف مدت یک ماه از تاریخ تسلیم اعتراض دادخواست خود را به مرجع قضایی تقدیم نمایند. بدیهی است در صورت انقضای مدت مذکور و عدم وصول اعتراض طبق مقررات سند مالکیت صادر خواهد شد. bbox=[487, 256, 712, 347]
notice-title: آگهی موضوع ماده ۳ قانون و ماده ۱۳ آیین نامه قانون تعیین تکلیف وضعیت ثبتی اراضی و ساختمانهای فاقد سند رسمی bbox=[491, 388, 708, 408]
notice-body: برابر آرای صادره هیات اول موضوع قانون تعیین تکلیف وضعیت ثبتی اراضی و ساختمانهای فاقد سند رسمی مستقر در واحد ثبتی حوزه ثبت ملک تصرفات مالکانه بلامعارض متقاضی محرز گردیده است. لذا به منظور اطلاع عموم مراتب در دو نوبت به فاصله ۱۵ روز آگهی می شود در صورتی که اشخاص نسبت به صدور سند مالکیت متقاضی اعتراضی داشته باشند می توانند از تاریخ انتشار اولین آگهی به مدت دو ماه اعتراض خود را به این اداره تسلیم و پس از اخذ رسید ظرف مدت یک ماه از تاریخ تسلیم اعتراض دادخواست خود را به مرجع قضایی تقدیم نمایند. بدیهی است در صورت انقضای مدت مذکور و عدم وصول اعتراض طبق مقررات سند مالکیت صادر خواهد شد. bbox=[247, 867, 472, 958]
notice-dates: تاریخ انتشار نوبت اول: ۱۴۰۴/۰۷/۰۶ تاریخ انتشار نوبت دوم: ۱۴۰۴/۰۷/۲۱ bbox=[506, 355, 712, 364]
notice-title: آگهی موضوع ماده ۳ قانون و ماده ۱۳ آیین نامه قانون تعیین تکلیف وضعیت ثبتی اراضی و ساختمانهای فاقد سند رسمی bbox=[731, 2111, 948, 2131]
notice-body: برابر آرای صادره هیات اول موضوع قانون تعیین تکلیف وضعیت ثبتی اراضی و ساختمانهای فاقد سند رسمی مستقر در واحد ثبتی حوزه ثبت ملک تصرفات مالکانه بلامعارض متقاضی محرز گردیده است. لذا به منظور اطلاع عموم مراتب در دو نوبت به فاصله ۱۵ روز آگهی می شود در صورتی که اشخاص نسبت به صدور سند مالکیت متقاضی اعتراضی داشته باشند می توانند از تاریخ انتشار اولین آگهی به مدت دو ماه اعتراض خود را به این اداره تسلیم و پس از اخذ رسید ظرف مدت یک ماه از تاریخ تسلیم اعتراض دادخواست خود را به مرجع قضایی تقدیم نمایند. بدیهی است در صورت انقضای مدت مذکور و عدم وصول اعتراض طبق مقررات سند مالکیت صادر خواهد شد. bbox=[727, 1822, 952, 1914]
notice-signature: سعید بهرامی - رئیس اداره ثبت اسناد و املاک bbox=[727, 2094, 952, 2106]
notice-body: برابر آرای صادره هیات اول موضوع قانون تعیین تکلیف وضعیت ثبتی اراضی و ساختمانهای فاقد سند رسمی مستقر در واحد ثبتی حوزه ثبت ملک تصرفات مالکانه بلامعارض متقاضی محرز گردیده است. لذا به منظور اطلاع عموم مراتب در دو نوبت به فاصله ۱۵ روز آگهی می شود در صورتی که اشخاص نسبت به صدور سند مالکیت متقاضی اعتراضی داشته باشند می توانند از تاریخ انتشار اولین آگهی به مدت دو ماه اعتراض خود را به این اداره تسلیم و پس از اخذ رسید ظرف مدت یک ماه از تاریخ تسلیم اعتراض دادخواست خود را به مرجع قضایی تقدیم نمایند. بدیهی است در صورت انقضای مدت مذکور و عدم وصول اعتراض طبق مقررات سند مالکیت صادر خواهد شد. bbox=[487, 99, 712, 190]
notice-signature: بهمن ساراتی - رئیس ثبت اسناد و املاک کلاله bbox=[727, 2564, 952, 2576]
notice-body: برابر آرای صادره هیات اول موضوع قانون تعیین تکلیف وضعیت ثبتی اراضی و ساختمانهای فاقد سند رسمی مستقر در واحد ثبتی حوزه ثبت ملک تصرفات مالکانه بلامعارض متقاضی محرز گردیده است. لذا به منظور اطلاع عموم مراتب در دو نوبت به فاصله ۱۵ روز آگهی می شود در صورتی که اشخاص نسبت به صدور سند مالکیت متقاضی اعتراضی داشته باشند می توانند از تاریخ انتشار اولین آگهی به مدت دو ماه اعتراض خود را به این اداره تسلیم و پس از اخذ رسید ظرف مدت یک ماه از تاریخ تسلیم اعتراض دادخواست خود را به مرجع قضایی تقدیم نمایند. بدیهی است در صورت انقضای مدت مذکور و عدم وصول اعتراض طبق مقررات سند مالکیت صادر خواهد شد. bbox=[487, 1352, 712, 1444]
notice-body: برابر آرای صادره هیات اول موضوع قانون تعیین تکلیف وضعیت ثبتی اراضی و ساختمانهای فاقد سند رسمی مستقر در واحد ثبتی حوزه ثبت ملک تصرفات مالکانه بلامعارض متقاضی محرز گردیده است. لذا به منظور اطلاع عموم مراتب در دو نوبت به فاصله ۱۵ روز آگهی می شود در صورتی که اشخاص نسبت به صدور سند مالکیت متقاضی اعتراضی داشته باشند می توانند از تاریخ انتشار اولین آگهی به مدت دو ماه اعتراض خود را به این اداره تسلیم و پس از اخذ رسید ظرف مدت یک ماه از تاریخ تسلیم اعتراض دادخواست خود را به مرجع قضایی تقدیم نمایند. بدیهی است در صورت انقضای مدت مذکور و عدم وصول اعتراض طبق مقررات سند مالکیت صادر خواهد شد. bbox=[727, 256, 952, 347]
section-title: آگهی bbox=[307, 10, 446, 54]
notice-dates: تاریخ انتشار نوبت اول: ۱۴۰۴/۰۷/۰۶ تاریخ انتشار نوبت دوم: ۱۴۰۴/۰۷/۲۱ bbox=[266, 1592, 472, 1601]
notice-body: برابر آرای صادره هیات اول موضوع قانون تعیین تکلیف وضعیت ثبتی اراضی و ساختمانهای فاقد سند رسمی مستقر در واحد ثبتی حوزه ثبت ملک تصرفات مالکانه بلامعارض متقاضی محرز گردیده است. لذا به منظور اطلاع عموم مراتب در دو نوبت به فاصله ۱۵ روز آگهی می شود در صورتی که اشخاص نسبت به صدور سند مالکیت متقاضی اعتراضی داشته باشند می توانند از تاریخ انتشار اولین آگهی به مدت دو ماه اعتراض خود را به این اداره تسلیم و پس از اخذ رسید ظرف مدت یک ماه از تاریخ تسلیم اعتراض دادخواست خود را به مرجع قضایی تقدیم نمایند. بدیهی است در صورت انقضای مدت مذکور و عدم وصول اعتراض طبق مقررات سند مالکیت صادر خواهد شد. bbox=[727, 882, 952, 974]
page-number: ۷ bbox=[4, 4, 44, 59]
ad-title: طرح اقتصادی و حمایتی یاری رسانی حقوقی: bbox=[21, 522, 221, 556]
notice-title: آگهی موضوع ماده ۳ قانون و ماده ۱۳ آیین نامه قانون تعیین تکلیف وضعیت ثبتی اراضی و ساختمانهای فاقد سند رسمی bbox=[491, 2424, 708, 2444]
notice-body: برابر آرای صادره هیات اول موضوع قانون تعیین تکلیف وضعیت ثبتی اراضی و ساختمانهای فاقد سند رسمی مستقر در واحد ثبتی حوزه ثبت ملک تصرفات مالکانه بلامعارض متقاضی محرز گردیده است. لذا به منظور اطلاع عموم مراتب در دو نوبت به فاصله ۱۵ روز آگهی می شود در صورتی که اشخاص نسبت به صدور سند مالکیت متقاضی اعتراضی داشته باشند می توانند از تاریخ انتشار اولین آگهی به مدت دو ماه اعتراض خود را به این اداره تسلیم و پس از اخذ رسید ظرف مدت یک ماه از تاریخ تسلیم اعتراض دادخواست خود را به مرجع قضایی تقدیم نمایند. بدیهی است در صورت انقضای مدت مذکور و عدم وصول اعتراض طبق مقررات سند مالکیت صادر خواهد شد. bbox=[487, 412, 712, 504]
notice-dates: تاریخ انتشار نوبت اول: ۱۴۰۴/۰۷/۰۶ تاریخ انتشار نوبت دوم: ۱۴۰۴/۰۷/۲۱ bbox=[746, 2548, 952, 2557]
notice-title: آگهی موضوع ماده ۳ قانون و ماده ۱۳ آیین نامه قانون تعیین تکلیف وضعیت ثبتی اراضی و ساختمانهای فاقد سند رسمی bbox=[731, 388, 948, 408]
classified-ad bbox=[4, 918, 238, 1029]
notice-body: برابر آرای صادره هیات اول موضوع قانون تعیین تکلیف وضعیت ثبتی اراضی و ساختمانهای فاقد سند رسمی مستقر در واحد ثبتی حوزه ثبت ملک تصرفات مالکانه بلامعارض متقاضی محرز گردیده است. لذا به منظور اطلاع عموم مراتب در دو نوبت به فاصله ۱۵ روز آگهی می شود در صورتی که اشخاص نسبت به صدور سند مالکیت متقاضی اعتراضی داشته باشند می توانند از تاریخ انتشار اولین آگهی به مدت دو ماه اعتراض خود را به این اداره تسلیم و پس از اخذ رسید ظرف مدت یک ماه از تاریخ تسلیم اعتراض دادخواست خود را به مرجع قضایی تقدیم نمایند. بدیهی است در صورت انقضای مدت مذکور و عدم وصول اعتراض طبق مقررات سند مالکیت صادر خواهد شد. bbox=[487, 2449, 712, 2540]
notice-signature: سعید بهرامی - رئیس اداره ثبت اسناد و املاک bbox=[727, 841, 952, 853]
notice-title: آگهی موضوع ماده ۳ قانون و ماده ۱۳ آیین نامه قانون تعیین تکلیف وضعیت ثبتی اراضی و ساختمانهای فاقد سند رسمی bbox=[491, 1798, 708, 1817]
ad-phone: ۰۹۱۲۲۰۳۱۵۹۰ bbox=[253, 342, 466, 366]
classified-ad bbox=[4, 161, 238, 253]
notice-body: برابر آرای صادره هیات اول موضوع قانون تعیین تکلیف وضعیت ثبتی اراضی و ساختمانهای فاقد سند رسمی مستقر در واحد ثبتی حوزه ثبت ملک تصرفات مالکانه بلامعارض متقاضی محرز گردیده است. لذا به منظور اطلاع عموم مراتب در دو نوبت به فاصله ۱۵ روز آگهی می شود در صورتی که اشخاص نسبت به صدور سند مالکیت متقاضی اعتراضی داشته باشند می توانند از تاریخ انتشار اولین آگهی به مدت دو ماه اعتراض خود را به این اداره تسلیم و پس از اخذ رسید ظرف مدت یک ماه از تاریخ تسلیم اعتراض دادخواست خود را به مرجع قضایی تقدیم نمایند. بدیهی است در صورت انقضای مدت مذکور و عدم وصول اعتراض طبق مقررات سند مالکیت صادر خواهد شد. bbox=[487, 2136, 712, 2227]
ad-text: ۳ نفر نیروی خدماتی نظافتی آقا (حداکثر ۳۵ سال) ۱۵ روز کار کنید ( یک روز در میان ) و بیمه و حقوق و مزایای کامل یکماه دریافت کنید bbox=[12, 408, 230, 465]
notice-title: آگهی موضوع ماده ۳ قانون و ماده ۱۳ آیین نامه قانون تعیین تکلیف وضعیت ثبتی اراضی و ساختمانهای فاقد سند رسمی bbox=[491, 1328, 708, 1347]
notice-title: آگهی موضوع ماده ۳ قانون و ماده ۱۳ آیین نامه قانون تعیین تکلیف وضعیت ثبتی اراضی و ساختمانهای فاقد سند رسمی bbox=[731, 1954, 948, 1974]
classified-ad bbox=[4, 383, 238, 512]
ad-text: به شکل منظم و مناسب برای ساخت شهرک صنعتی و تاسیسات bbox=[24, 1058, 218, 1086]
ad-text: جهت بسته بندی و لیبل زدن در شرکت دارویی واقع در قلعه حسن خان bbox=[20, 96, 222, 124]
ad-phone: ۰۹۱۵۴۴۲۱۴۰۴ bbox=[64, 869, 178, 887]
legal-column-3 bbox=[242, 71, 476, 1773]
notice-dates: تاریخ انتشار نوبت اول: ۱۴۰۴/۰۷/۰۶ تاریخ انتشار نوبت دوم: ۱۴۰۴/۰۷/۲۱ bbox=[746, 982, 952, 991]
notice-dates: تاریخ انتشار نوبت اول: ۱۴۰۴/۰۷/۰۶ تاریخ انتشار نوبت دوم: ۱۴۰۴/۰۷/۲۱ bbox=[506, 1922, 712, 1931]
notice-title: آگهی موضوع ماده ۳ قانون و ماده ۱۳ آیین نامه قانون تعیین تکلیف وضعیت ثبتی اراضی و ساختمانهای فاقد سند رسمی bbox=[491, 2111, 708, 2131]
notice-body: برابر آرای صادره هیات اول موضوع قانون تعیین تکلیف وضعیت ثبتی اراضی و ساختمانهای فاقد سند رسمی مستقر در واحد ثبتی حوزه ثبت ملک تصرفات مالکانه بلامعارض متقاضی محرز گردیده است. لذا به منظور اطلاع عموم مراتب در دو نوبت به فاصله ۱۵ روز آگهی می شود در صورتی که اشخاص نسبت به صدور سند مالکیت متقاضی اعتراضی داشته باشند می توانند از تاریخ انتشار اولین آگهی به مدت دو ماه اعتراض خود را به این اداره تسلیم و پس از اخذ رسید ظرف مدت یک ماه از تاریخ تسلیم اعتراض دادخواست خود را به مرجع قضایی تقدیم نمایند. بدیهی است در صورت انقضای مدت مذکور و عدم وصول اعتراض طبق مقررات سند مالکیت صادر خواهد شد. bbox=[487, 1509, 712, 1600]
notice-body: برابر آرای صادره هیات اول موضوع قانون تعیین تکلیف وضعیت ثبتی اراضی و ساختمانهای فاقد سند رسمی مستقر در واحد ثبتی حوزه ثبت ملک تصرفات مالکانه بلامعارض متقاضی محرز گردیده است. لذا به منظور اطلاع عموم مراتب در دو نوبت به فاصله ۱۵ روز آگهی می شود در صورتی که اشخاص نسبت به صدور سند مالکیت متقاضی اعتراضی داشته باشند می توانند از تاریخ انتشار اولین آگهی به مدت دو ماه اعتراض خود را به این اداره تسلیم و پس از اخذ رسید ظرف مدت یک ماه از تاریخ تسلیم اعتراض دادخواست خود را به مرجع قضایی تقدیم نمایند. بدیهی است در صورت انقضای مدت مذکور و عدم وصول اعتراض طبق مقررات سند مالکیت صادر خواهد شد. bbox=[727, 99, 952, 190]
notice-signature: حمیدرضا حجتی - رئیس اداره ثبت اسناد و املاک شهرستان نهاوند bbox=[247, 982, 472, 994]
notice-body: برابر آرای صادره هیات اول موضوع قانون تعیین تکلیف وضعیت ثبتی اراضی و ساختمانهای فاقد سند رسمی مستقر در واحد ثبتی حوزه ثبت ملک تصرفات مالکانه بلامعارض متقاضی محرز گردیده است. لذا به منظور اطلاع عموم مراتب در دو نوبت به فاصله ۱۵ روز آگهی می شود در صورتی که اشخاص نسبت به صدور سند مالکیت متقاضی اعتراضی داشته باشند می توانند از تاریخ انتشار اولین آگهی به مدت دو ماه اعتراض خود را به این اداره تسلیم و پس از اخذ رسید ظرف مدت یک ماه از تاریخ تسلیم اعتراض دادخواست خود را به مرجع قضایی تقدیم نمایند. بدیهی است در صورت انقضای مدت مذکور و عدم وصول اعتراض طبق مقررات سند مالکیت صادر خواهد شد. bbox=[247, 553, 472, 644]
notice-signature: بهمن ساراتی - رئیس ثبت اسناد و املاک کلاله bbox=[487, 214, 712, 226]
notice-signature: سعید بهرامی - رئیس اداره ثبت اسناد و املاک bbox=[487, 1624, 712, 1636]
ad-line: جهت انجام کارهای bbox=[296, 323, 423, 339]
notice-signature: بهمن ساراتی - رئیس ثبت اسناد و املاک کلاله bbox=[727, 684, 952, 696]
notice-dates: تاریخ انتشار نوبت اول: ۱۴۰۴/۰۷/۰۶ تاریخ انتشار نوبت دوم: ۱۴۰۴/۰۷/۲۱ bbox=[266, 1279, 472, 1288]
notice-body: برابر آرای صادره هیات اول موضوع قانون تعیین تکلیف وضعیت ثبتی اراضی و ساختمانهای فاقد سند رسمی مستقر در واحد ثبتی حوزه ثبت ملک تصرفات مالکانه بلامعارض متقاضی محرز گردیده است. لذا به منظور اطلاع عموم مراتب در دو نوبت به فاصله ۱۵ روز آگهی می شود در صورتی که اشخاص نسبت به صدور سند مالکیت متقاضی اعتراضی داشته باشند می توانند از تاریخ انتشار اولین آگهی به مدت دو ماه اعتراض خود را به این اداره تسلیم و پس از اخذ رسید ظرف مدت یک ماه از تاریخ تسلیم اعتراض دادخواست خود را به مرجع قضایی تقدیم نمایند. بدیهی است در صورت انقضای مدت مذکور و عدم وصول اعتراض طبق مقررات سند مالکیت صادر خواهد شد. bbox=[247, 397, 472, 488]
ad-title: شرکت نزدیک میدان ونک bbox=[37, 1218, 205, 1233]
notice-signature: بهمن ساراتی - رئیس ثبت اسناد و املاک کلاله bbox=[487, 2094, 712, 2106]
notice-signature: جلیل علیزاده کارسالاری - رئیس ثبت اسناد و املاک bbox=[487, 1937, 712, 1949]
notice-title: آگهی موضوع ماده ۳ قانون و ماده ۱۳ آیین نامه قانون تعیین تکلیف وضعیت ثبتی اراضی و ساختمانهای فاقد سند رسمی bbox=[491, 74, 708, 94]
notice-title: آگهی موضوع ماده ۳ قانون و ماده ۱۳ آیین نامه قانون تعیین تکلیف وضعیت ثبتی اراضی و ساختمانهای فاقد سند رسمی bbox=[251, 685, 468, 705]
notice-dates: تاریخ انتشار نوبت اول: ۱۴۰۴/۰۷/۰۶ تاریخ انتشار نوبت دوم: ۱۴۰۴/۰۷/۲۱ bbox=[506, 1295, 712, 1304]
notice-signature: بهمن ساراتی - رئیس ثبت اسناد و املاک کلاله bbox=[487, 841, 712, 853]
classified-ad bbox=[4, 1142, 238, 1208]
notice-signature: جلیل علیزاده کارسالاری - رئیس ثبت اسناد و املاک bbox=[727, 1781, 952, 1793]
notice-body: برابر آرای صادره هیات اول موضوع قانون تعیین تکلیف وضعیت ثبتی اراضی و ساختمانهای فاقد سند رسمی مستقر در واحد ثبتی حوزه ثبت ملک تصرفات مالکانه بلامعارض متقاضی محرز گردیده است. لذا به منظور اطلاع عموم مراتب در دو نوبت به فاصله ۱۵ روز آگهی می شود در صورتی که اشخاص نسبت به صدور سند مالکیت متقاضی اعتراضی داشته باشند می توانند از تاریخ انتشار اولین آگهی به مدت دو ماه اعتراض خود را به این اداره تسلیم و پس از اخذ رسید ظرف مدت یک ماه از تاریخ تسلیم اعتراض دادخواست خود را به مرجع قضایی تقدیم نمایند. بدیهی است در صورت انقضای مدت مذکور و عدم وصول اعتراض طبق مقررات سند مالکیت صادر خواهد شد. bbox=[487, 1196, 712, 1287]
